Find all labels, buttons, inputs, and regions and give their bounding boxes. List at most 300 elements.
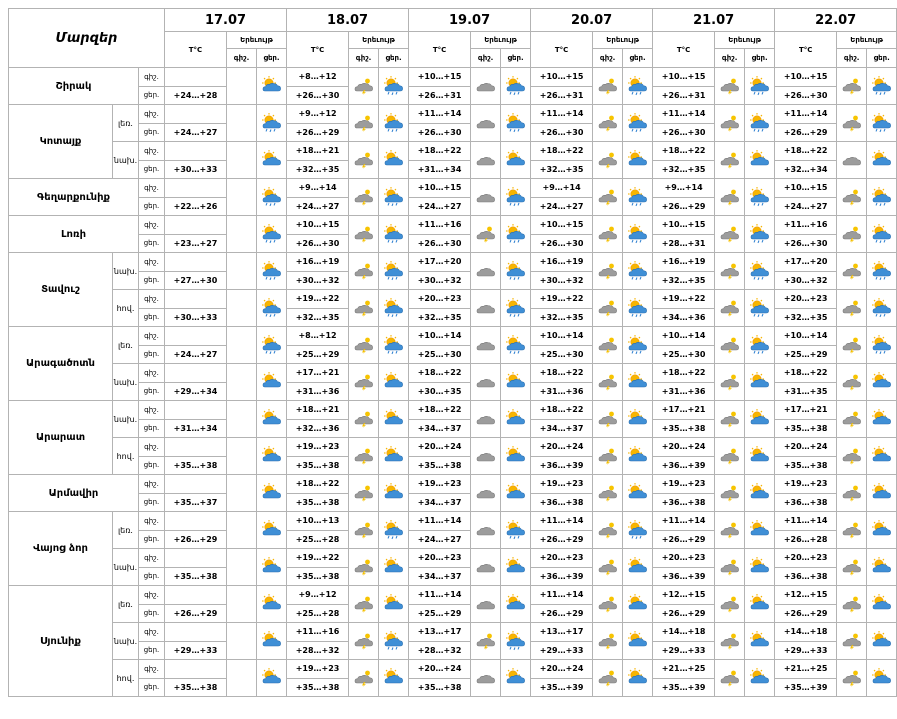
temperature-range: +20…+24 [531, 660, 593, 679]
temperature-range: +35…+38 [165, 567, 227, 586]
cloud-thunder-icon [353, 632, 375, 650]
sun-cloud-rain-icon [627, 77, 649, 95]
weather-cell [379, 660, 409, 697]
sun-cloud-icon [383, 558, 405, 576]
weather-cell [623, 179, 653, 216]
cloud-thunder-icon [841, 77, 863, 95]
temperature-range: +10…+15 [409, 68, 471, 87]
temperature-range: +16…+19 [287, 253, 349, 272]
sun-cloud-rain-icon [505, 521, 527, 539]
time-of-day-label: ցեր. [139, 197, 165, 216]
weather-cell [501, 364, 531, 401]
sun-cloud-rain-icon [627, 188, 649, 206]
cloud-thunder-icon [719, 632, 741, 650]
weather-cell [227, 438, 257, 475]
temperature-range: +19…+23 [531, 475, 593, 494]
temperature-range: +20…+23 [775, 549, 837, 568]
temperature-range: +9…+12 [287, 105, 349, 124]
weather-cell [593, 327, 623, 364]
weather-cell [593, 216, 623, 253]
weather-cell [867, 327, 897, 364]
temperature-range: +32…+34 [775, 160, 837, 179]
sun-cloud-rain-icon [261, 225, 283, 243]
weather-cell [227, 290, 257, 327]
temperature-range: +19…+23 [653, 475, 715, 494]
sun-cloud-icon [505, 595, 527, 613]
sun-cloud-rain-icon [383, 299, 405, 317]
time-of-day-label: ցեր. [139, 345, 165, 364]
weather-cell [471, 586, 501, 623]
weather-cell [379, 438, 409, 475]
subregion-name: հով. [113, 438, 139, 475]
temperature-range: +26…+29 [165, 530, 227, 549]
date-header: 19.07 [409, 9, 531, 32]
table-row [9, 512, 897, 531]
temperature-range: +9…+12 [287, 586, 349, 605]
weather-cell [471, 327, 501, 364]
weather-cell [501, 179, 531, 216]
weather-cell [715, 142, 745, 179]
temperature-range [165, 364, 227, 383]
temperature-range: +35…+38 [287, 678, 349, 697]
temperature-range: +21…+25 [775, 660, 837, 679]
sun-cloud-rain-icon [627, 114, 649, 132]
temperature-range: +20…+23 [409, 549, 471, 568]
weather-cell [593, 142, 623, 179]
cloud-thunder-icon [719, 262, 741, 280]
weather-cell [837, 512, 867, 549]
weather-cell [623, 290, 653, 327]
weather-cell [623, 586, 653, 623]
weather-cell [745, 105, 775, 142]
region-name: Լոռի [9, 216, 139, 253]
temperature-range: +10…+15 [775, 68, 837, 87]
temperature-range: +19…+23 [287, 660, 349, 679]
weather-cell [745, 142, 775, 179]
cloud-thunder-icon [841, 595, 863, 613]
weather-cell [623, 68, 653, 105]
time-of-day-label: ցեր. [139, 234, 165, 253]
sun-cloud-rain-icon [261, 114, 283, 132]
temperature-range: +26…+29 [531, 604, 593, 623]
cloud-icon [475, 521, 497, 539]
weather-cell [471, 105, 501, 142]
weather-cell [257, 142, 287, 179]
sun-cloud-icon [871, 484, 893, 502]
phenomena-column-header: Երեւույթ [837, 32, 897, 49]
temperature-range: +34…+37 [409, 419, 471, 438]
table-row [9, 216, 897, 235]
sun-cloud-rain-icon [871, 299, 893, 317]
sun-cloud-rain-icon [261, 188, 283, 206]
subregion-name: նախ. [113, 401, 139, 438]
sun-cloud-icon [627, 151, 649, 169]
weather-cell [715, 253, 745, 290]
table-row [9, 401, 897, 420]
date-header: 21.07 [653, 9, 775, 32]
weather-cell [501, 105, 531, 142]
temperature-range: +18…+22 [775, 364, 837, 383]
temperature-range: +24…+27 [409, 197, 471, 216]
temperature-range: +32…+36 [287, 419, 349, 438]
cloud-thunder-icon [719, 299, 741, 317]
weather-cell [349, 475, 379, 512]
weather-cell [715, 327, 745, 364]
sun-cloud-rain-icon [383, 77, 405, 95]
temperature-range: +10…+14 [531, 327, 593, 346]
sun-cloud-icon [383, 151, 405, 169]
weather-cell [867, 475, 897, 512]
temperature-range: +30…+32 [287, 271, 349, 290]
weather-cell [837, 216, 867, 253]
subregion-name: լեռ. [113, 105, 139, 142]
weather-cell [501, 327, 531, 364]
temp-column-header: T°C [775, 32, 837, 68]
weather-cell [257, 105, 287, 142]
temperature-range: +26…+29 [653, 530, 715, 549]
temperature-range: +18…+22 [409, 142, 471, 161]
cloud-thunder-icon [597, 447, 619, 465]
table-row [9, 549, 897, 568]
weather-cell [837, 290, 867, 327]
temperature-range: +27…+30 [165, 271, 227, 290]
weather-cell [349, 105, 379, 142]
weather-cell [745, 364, 775, 401]
weather-cell [227, 216, 257, 253]
region-name: Շիրակ [9, 68, 139, 105]
sun-cloud-icon [261, 410, 283, 428]
weather-cell [257, 623, 287, 660]
temperature-range: +31…+36 [531, 382, 593, 401]
weather-cell [349, 179, 379, 216]
weather-cell [471, 142, 501, 179]
temperature-range: +12…+15 [775, 586, 837, 605]
temperature-range: +25…+30 [531, 345, 593, 364]
sun-cloud-rain-icon [871, 77, 893, 95]
temperature-range: +10…+15 [287, 216, 349, 235]
weather-cell [257, 364, 287, 401]
temperature-range: +11…+14 [409, 512, 471, 531]
cloud-thunder-icon [719, 521, 741, 539]
temperature-range [165, 179, 227, 198]
sun-cloud-icon [505, 447, 527, 465]
phenomena-night-header: գիշ. [227, 49, 257, 68]
temperature-range: +31…+34 [165, 419, 227, 438]
weather-cell [227, 68, 257, 105]
subregion-name: լեռ. [113, 586, 139, 623]
time-of-day-label: գիշ. [139, 401, 165, 420]
weather-cell [257, 660, 287, 697]
weather-cell [349, 253, 379, 290]
cloud-thunder-icon [597, 632, 619, 650]
phenomena-night-header: գիշ. [593, 49, 623, 68]
time-of-day-label: ցեր. [139, 308, 165, 327]
sun-cloud-rain-icon [261, 299, 283, 317]
phenomena-column-header: Երեւույթ [593, 32, 653, 49]
cloud-thunder-icon [841, 410, 863, 428]
cloud-thunder-icon [719, 595, 741, 613]
temperature-range: +35…+38 [775, 419, 837, 438]
sun-cloud-rain-icon [749, 188, 771, 206]
weather-cell [623, 475, 653, 512]
temperature-range: +20…+24 [409, 438, 471, 457]
sun-cloud-rain-icon [871, 262, 893, 280]
temperature-range: +10…+15 [531, 68, 593, 87]
temperature-range: +26…+29 [165, 604, 227, 623]
temperature-range: +25…+29 [775, 345, 837, 364]
sun-cloud-rain-icon [383, 188, 405, 206]
temperature-range: +26…+30 [653, 123, 715, 142]
cloud-thunder-icon [841, 447, 863, 465]
time-of-day-label: գիշ. [139, 623, 165, 642]
sun-cloud-icon [871, 151, 893, 169]
sun-cloud-icon [871, 558, 893, 576]
phenomena-day-header: ցեր. [379, 49, 409, 68]
temperature-range: +26…+31 [409, 86, 471, 105]
time-of-day-label: ցեր. [139, 678, 165, 697]
table-row [9, 142, 897, 161]
sun-cloud-rain-icon [383, 225, 405, 243]
cloud-thunder-icon [719, 447, 741, 465]
temperature-range: +20…+23 [775, 290, 837, 309]
weather-cell [379, 512, 409, 549]
weather-cell [623, 623, 653, 660]
temperature-range [165, 586, 227, 605]
cloud-thunder-icon [353, 558, 375, 576]
cloud-thunder-icon [353, 447, 375, 465]
temperature-range: +26…+30 [531, 123, 593, 142]
temperature-range: +25…+29 [287, 345, 349, 364]
weather-cell [745, 253, 775, 290]
temperature-range: +32…+35 [775, 308, 837, 327]
time-of-day-label: գիշ. [139, 475, 165, 494]
temperature-range: +10…+15 [653, 68, 715, 87]
cloud-thunder-icon [597, 669, 619, 687]
sun-cloud-rain-icon [505, 114, 527, 132]
time-of-day-label: գիշ. [139, 660, 165, 679]
cloud-thunder-icon [597, 77, 619, 95]
table-row [9, 623, 897, 642]
sun-cloud-icon [749, 410, 771, 428]
cloud-icon [475, 336, 497, 354]
temperature-range: +36…+38 [531, 493, 593, 512]
weather-cell [623, 142, 653, 179]
weather-cell [257, 253, 287, 290]
sun-cloud-icon [627, 447, 649, 465]
temperature-range: +11…+14 [409, 105, 471, 124]
temperature-range: +10…+15 [409, 179, 471, 198]
temperature-range: +10…+15 [531, 216, 593, 235]
temperature-range: +26…+29 [775, 123, 837, 142]
sun-cloud-icon [627, 410, 649, 428]
weather-cell [745, 68, 775, 105]
temperature-range: +26…+30 [287, 86, 349, 105]
temperature-range: +25…+29 [409, 604, 471, 623]
temperature-range: +11…+14 [531, 586, 593, 605]
cloud-icon [475, 447, 497, 465]
temperature-range: +26…+30 [409, 123, 471, 142]
temperature-range: +29…+33 [775, 641, 837, 660]
sun-cloud-icon [749, 484, 771, 502]
temperature-range: +25…+30 [653, 345, 715, 364]
cloud-thunder-icon [597, 484, 619, 502]
weather-cell [623, 512, 653, 549]
time-of-day-label: գիշ. [139, 68, 165, 87]
cloud-icon [475, 558, 497, 576]
weather-cell [715, 216, 745, 253]
weather-cell [593, 401, 623, 438]
temperature-range: +26…+29 [287, 123, 349, 142]
time-of-day-label: գիշ. [139, 290, 165, 309]
temperature-range: +29…+33 [531, 641, 593, 660]
weather-cell [501, 660, 531, 697]
sun-cloud-icon [261, 484, 283, 502]
temperature-range: +8…+12 [287, 327, 349, 346]
sun-cloud-icon [261, 632, 283, 650]
sun-cloud-icon [749, 558, 771, 576]
temperature-range [165, 216, 227, 235]
sun-cloud-icon [749, 447, 771, 465]
temperature-range: +24…+27 [531, 197, 593, 216]
table-row [9, 253, 897, 272]
temperature-range [165, 327, 227, 346]
temperature-range: +11…+14 [653, 105, 715, 124]
sun-cloud-rain-icon [627, 299, 649, 317]
subregion-name: նախ. [113, 549, 139, 586]
sun-cloud-icon [383, 484, 405, 502]
weather-cell [471, 660, 501, 697]
weather-cell [257, 216, 287, 253]
date-header: 17.07 [165, 9, 287, 32]
weather-cell [867, 179, 897, 216]
weather-cell [623, 105, 653, 142]
weather-cell [379, 475, 409, 512]
subregion-name: նախ. [113, 142, 139, 179]
weather-cell [349, 586, 379, 623]
temperature-range: +11…+14 [775, 105, 837, 124]
table-row [9, 586, 897, 605]
region-name: Գեղարքունիք [9, 179, 139, 216]
temperature-range: +11…+16 [409, 216, 471, 235]
temperature-range: +8…+12 [287, 68, 349, 87]
temperature-range: +9…+14 [653, 179, 715, 198]
temperature-range: +19…+22 [287, 549, 349, 568]
weather-cell [745, 216, 775, 253]
weather-cell [501, 586, 531, 623]
weather-cell [593, 179, 623, 216]
sun-cloud-icon [627, 669, 649, 687]
weather-cell [349, 327, 379, 364]
cloud-thunder-icon [719, 151, 741, 169]
temperature-range [165, 68, 227, 87]
cloud-thunder-icon [841, 225, 863, 243]
temperature-range: +10…+13 [287, 512, 349, 531]
temperature-range: +17…+21 [653, 401, 715, 420]
weather-cell [257, 475, 287, 512]
cloud-icon [475, 151, 497, 169]
weather-cell [867, 142, 897, 179]
time-of-day-label: գիշ. [139, 512, 165, 531]
sun-cloud-icon [261, 447, 283, 465]
weather-cell [349, 512, 379, 549]
sun-cloud-rain-icon [383, 114, 405, 132]
temperature-range: +35…+38 [165, 456, 227, 475]
weather-cell [867, 438, 897, 475]
weather-cell [501, 401, 531, 438]
temperature-range [165, 549, 227, 568]
sun-cloud-icon [383, 373, 405, 391]
table-row [9, 68, 897, 87]
temperature-range: +18…+21 [287, 142, 349, 161]
weather-cell [257, 512, 287, 549]
region-name: Արմավիր [9, 475, 139, 512]
temperature-range: +30…+32 [531, 271, 593, 290]
weather-cell [501, 216, 531, 253]
temperature-range: +29…+33 [653, 641, 715, 660]
temperature-range: +10…+14 [409, 327, 471, 346]
phenomena-day-header: ցեր. [745, 49, 775, 68]
sun-cloud-rain-icon [871, 336, 893, 354]
weather-cell [745, 475, 775, 512]
weather-cell [867, 364, 897, 401]
weather-cell [471, 401, 501, 438]
weather-cell [623, 364, 653, 401]
time-of-day-label: ցեր. [139, 271, 165, 290]
temperature-range: +35…+38 [287, 567, 349, 586]
phenomena-day-header: ցեր. [867, 49, 897, 68]
weather-cell [837, 253, 867, 290]
temperature-range: +26…+30 [775, 234, 837, 253]
sun-cloud-icon [871, 521, 893, 539]
table-row [9, 105, 897, 124]
sun-cloud-rain-icon [871, 114, 893, 132]
sun-cloud-rain-icon [505, 632, 527, 650]
weather-cell [471, 216, 501, 253]
weather-cell [593, 623, 623, 660]
temp-column-header: T°C [409, 32, 471, 68]
weather-cell [257, 401, 287, 438]
cloud-thunder-icon [841, 336, 863, 354]
temperature-range: +35…+38 [653, 419, 715, 438]
temperature-range: +19…+23 [409, 475, 471, 494]
weather-cell [867, 216, 897, 253]
weather-cell [593, 586, 623, 623]
sun-cloud-rain-icon [749, 336, 771, 354]
weather-cell [745, 290, 775, 327]
temp-column-header: T°C [653, 32, 715, 68]
temperature-range: +20…+23 [409, 290, 471, 309]
region-name: Տավուշ [9, 253, 113, 327]
temperature-range: +31…+34 [409, 160, 471, 179]
cloud-thunder-icon [353, 77, 375, 95]
temperature-range: +24…+27 [775, 197, 837, 216]
weather-cell [593, 549, 623, 586]
sun-cloud-rain-icon [749, 114, 771, 132]
weather-cell [379, 549, 409, 586]
temperature-range: +17…+20 [775, 253, 837, 272]
cloud-icon [475, 188, 497, 206]
subregion-name: լեռ. [113, 327, 139, 364]
region-name: Արագածոտն [9, 327, 113, 401]
region-name: Սյունիք [9, 586, 113, 697]
temperature-range: +19…+23 [775, 475, 837, 494]
sun-cloud-icon [505, 151, 527, 169]
cloud-thunder-icon [719, 336, 741, 354]
phenomena-column-header: Երեւույթ [715, 32, 775, 49]
time-of-day-label: ցեր. [139, 123, 165, 142]
weather-cell [593, 660, 623, 697]
sun-cloud-rain-icon [871, 225, 893, 243]
